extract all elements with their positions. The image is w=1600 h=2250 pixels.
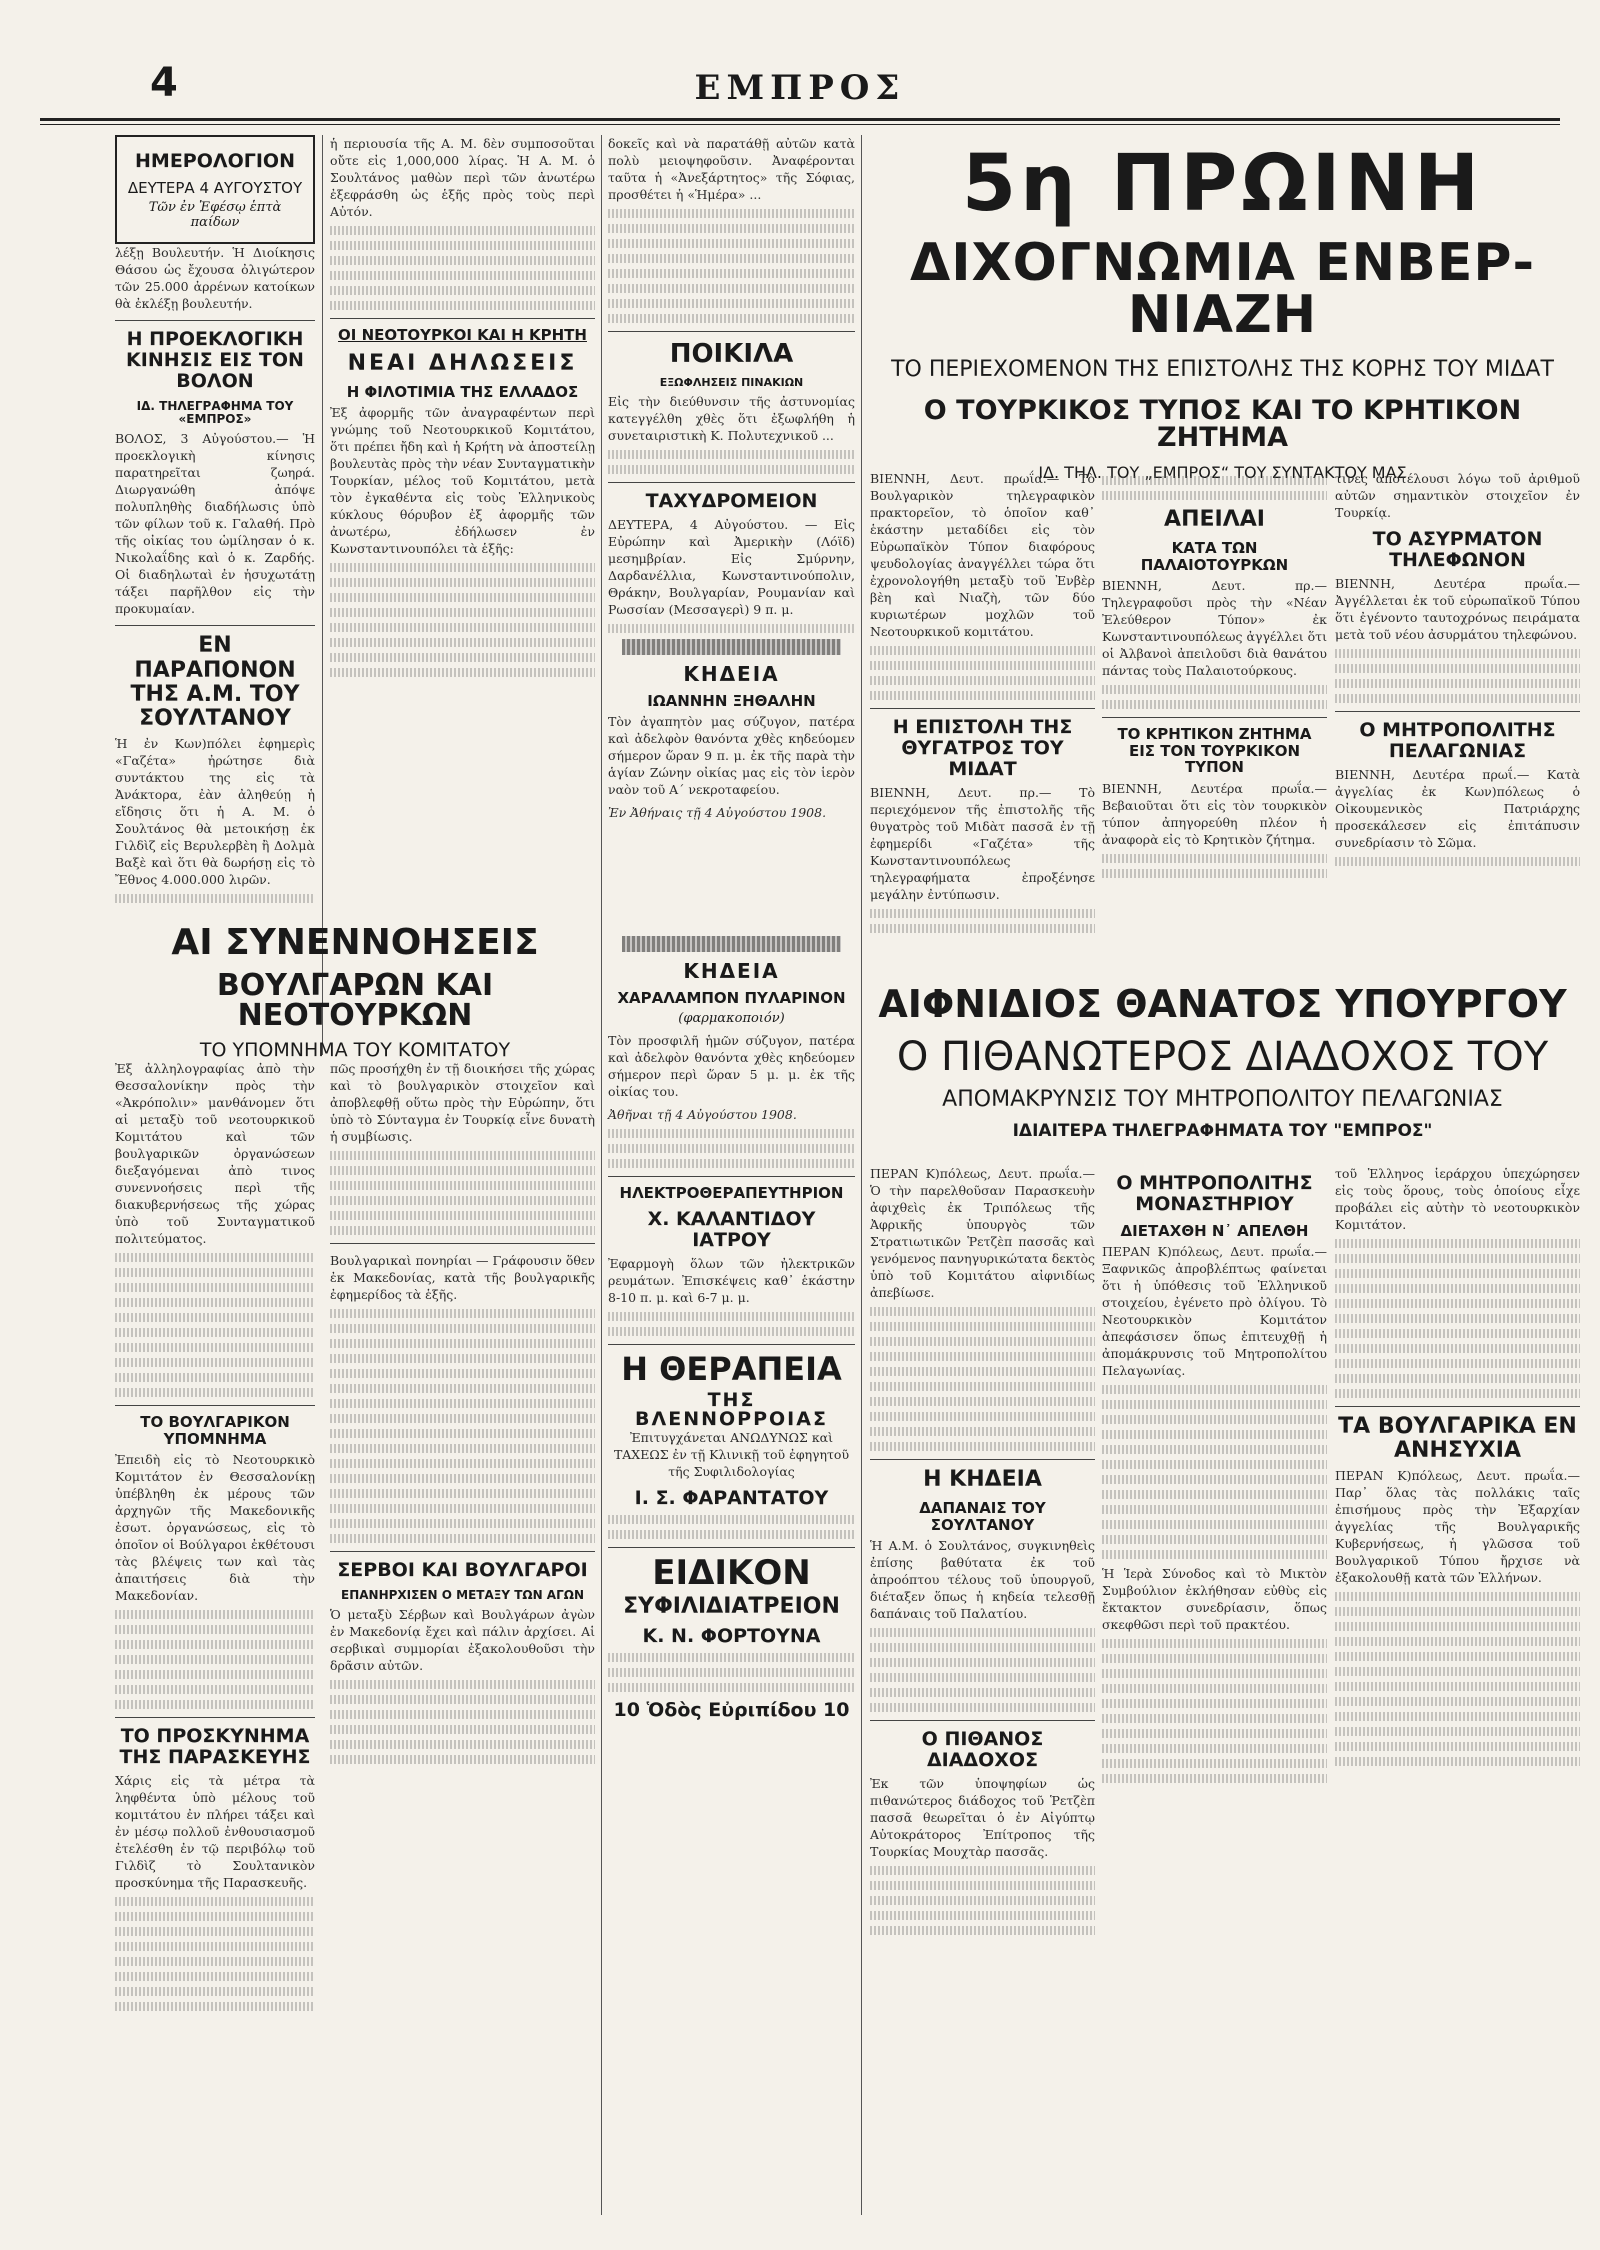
lead-deck-1: ΤΟ ΠΕΡΙΕΧΟΜΕΝΟΝ ΤΗΣ ΕΠΙΣΤΟΛΗΣ ΤΗΣ ΚΟΡΗΣ ΤΟΥ ΜΙΔΑΤ xyxy=(891,357,1554,382)
clinic-title: ΕΙΔΙΚΟΝ xyxy=(652,1552,811,1593)
masthead xyxy=(40,60,1560,130)
sultan-funeral-title: Η ΚΗΔΕΙΑ xyxy=(923,1467,1042,1492)
misc-title: ΠΟΙΚΙΛΑ xyxy=(669,339,794,369)
metro-text: ΒΙΕΝΝΗ, Δευτέρα πρωΐ.— Κατὰ ἀγγελίας ἐκ Κων)πόλεως ὁ Οἰκουμενικὸς Πατριάρχης προσεκάλεσεν εἰς ἐπιτάπυσιν συνεδρίασιν τὸ Σῶμα. xyxy=(1335,766,1580,850)
death-banner-4: ΙΔΙΑΙΤΕΡΑ ΤΗΛΕΓΡΑΦΗΜΑΤΑ ΤΟΥ "ΕΜΠΡΟΣ" xyxy=(1012,1121,1433,1141)
clinic-address: 10 Ὁδὸς Εὐριπίδου 10 xyxy=(613,1698,850,1721)
column-2 xyxy=(330,135,595,925)
banner-line-3: ΤΟ ΥΠΟΜΝΗΜΑ ΤΟΥ ΚΟΜΙΤΑΤΟΥ xyxy=(199,1039,511,1061)
electro-text: Ἐφαρμογὴ ὅλων τῶν ἠλεκτρικῶν ρευμάτων. Ἐπισκέψεις καθ᾽ ἑκάστην 8-10 π. μ. καὶ 6-7 μ. μ. xyxy=(608,1255,855,1305)
col4f-text: τοῦ Ἑλληνος ἱεράρχου ὑπεχώρησεν εἰς τοὺς ὅρους, τοὺς ὁποίους εἶχε προβάλει εἰς αὐτὴν τὸ νεοτουρκικὸν Κομιτάτον. xyxy=(1335,1166,1580,1232)
calendar-note: Τῶν ἐν Ἐφέσῳ ἑπτὰ παίδων xyxy=(148,200,282,231)
funeral2-date: Ἀθῆναι τῇ 4 Αὐγούστου 1908. xyxy=(608,1106,797,1122)
misc-sub: ΕΞΩΦΛΗΣΕΙΣ ΠΙΝΑΚΙΩΝ xyxy=(659,375,804,389)
monastir-text: ΠΕΡΑΝ Κ)πόλεως, Δευτ. πρωΐα.— Ξαφνικῶς ἀπροβλέπτως φαίνεται ὅτι ἡ ὑπόθεσις τοῦ Ἑλληνικοῦ στοιχείου, ἐγένετο πρὸ ὀλίγου. Τὸ Νεοτουρκικὸν Κομιτάτον ἀπεφάσισεν ὅπως ἐπιτευχθῇ ἡ ἀπομάκρυνσις τοῦ Μητροπολίτου Πελαγωνίας. xyxy=(1102,1244,1327,1379)
pilgrim-title: ΤΟ ΠΡΟΣΚΥΝΗΜΑ ΤΗΣ ΠΑΡΑΣΚΕΥΗΣ xyxy=(119,1725,311,1768)
electro-name: Χ. ΚΑΛΑΝΤΙΔΟΥ ΙΑΤΡΟΥ xyxy=(647,1208,816,1251)
therapy-doctor: Ι. Σ. ΦΑΡΑΝΤΑΤΟΥ xyxy=(634,1486,829,1509)
col4c-text: τινες ἀποτέλουσι λόγω τοῦ ἀριθμοῦ αὐτῶν σημαντικὸν στοιχεῖον ἐν Τουρκίᾳ. xyxy=(1335,471,1580,520)
youngturks-title: ΟΙ ΝΕΟΤΟΥΡΚΟΙ ΚΑΙ Η ΚΡΗΤΗ xyxy=(338,326,587,344)
column-divider xyxy=(601,135,602,2215)
col4a-text: ΒΙΕΝΝΗ, Δευτ. πρωΐα.— Τὸ Βουλγαρικὸν τηλεγραφικὸν πρακτορεῖον, τὸ ὁποῖον καθ᾽ ἑκάστην μεταδίδει εἰς τὸν Εὐρωπαϊκὸν Τύπον διαφόρους ψευδολογίας ἀναγγέλλει τώρα ὅτι ἐχρονολογήθη μεταξὺ τοῦ Ἐνβὲρ βὲη καὶ Νιαζὴ, τῶν δύο κυριωτέρων μοχλῶν τοῦ Νεοτουρκικοῦ κομιτάτου. xyxy=(870,471,1095,639)
campaign-sub: ΙΔ. ΤΗΛΕΓΡΑΦΗΜΑ ΤΟΥ «ΕΜΠΡΟΣ» xyxy=(136,399,294,427)
therapy-title: Η ΘΕΡΑΠΕΙΑ xyxy=(621,1349,842,1388)
greece-text: Ἐξ ἀφορμῆς τῶν ἀναγραφέντων περὶ γνώμης τοῦ Νεοτουρκικοῦ Κομιτάτου, ὅτι πρέπει ἤδη καὶ ἡ Κρήτη νὰ ἀποστείλῃ βουλευτὰς πρὸς τὴν νέαν Συνταγματικὴν Τουρκίαν, μέλος τοῦ Κομιτάτου, μετὰ τὸν ἐγκαθέντα εἰς τοὺς Ἑλληνικοὺς κύκλους θόρυβον ἐξ ἀφορμῆς τῶν ἀνωτέρω, ἐδήλωσεν ἐν Κωνσταντινουπόλει τὰ ἑξῆς: xyxy=(330,405,595,557)
serbs-text: Ὁ μεταξὺ Σέρβων καὶ Βουλγάρων ἀγὼν ἐν Μακεδονίᾳ ἔχει καὶ πάλιν ἀρχίσει. Αἱ σερβικαὶ συμμορίαι ἐξακολουθοῦσι τὴν δρᾶσιν αὐτῶν. xyxy=(330,1607,595,1674)
metro-title: Ο ΜΗΤΡΟΠΟΛΙΤΗΣ ΠΕΛΑΓΩΝΙΑΣ xyxy=(1359,718,1556,762)
clinic-sub: ΣΥΦΙΛΙΔΙΑΤΡΕΙΟΝ xyxy=(623,1593,840,1619)
serbs-title: ΣΕΡΒΟΙ ΚΑΙ ΒΟΥΛΓΑΡΟΙ xyxy=(337,1559,588,1581)
campaign-title: Η ΠΡΟΕΚΛΟΓΙΚΗ ΚΙΝΗΣΙΣ ΕΙΣ ΤΟΝ ΒΟΛΟΝ xyxy=(126,328,304,393)
memo-title: ΤΟ ΒΟΥΛΓΑΡΙΚΟΝ ΥΠΟΜΝΗΜΑ xyxy=(140,1413,290,1448)
greece-title: Η ΦΙΛΟΤΙΜΙΑ ΤΗΣ ΕΛΛΑΔΟΣ xyxy=(346,382,579,401)
monastir-title: Ο ΜΗΤΡΟΠΟΛΙΤΗΣ ΜΟΝΑΣΤΗΡΙΟΥ xyxy=(1116,1172,1313,1215)
masthead-rule xyxy=(40,118,1560,121)
monastir-text-2: Ἡ Ἱερὰ Σύνοδος καὶ τὸ Μικτὸν Συμβούλιον ἐκλήθησαν εὐθὺς εἰς ἔκτακτον συνεδρίασιν, ὅπως σκεφθῶσι περὶ τοῦ πρακτέου. xyxy=(1102,1566,1327,1633)
campaign-text: ΒΟΛΟΣ, 3 Αὐγούστου.— Ἡ προεκλογικὴ κίνησις παρατηρεῖται ζωηρά. Διωργανώθη ἀπόψε πολυπληθὴς διαδήλωσις ὑπὸ τῶν φίλων τοῦ κ. Γαλαθή. Πρὸ τῆς οἰκίας του ὡμίλησαν ὁ κ. Νικολαΐδης καὶ ὁ κ. Ζαρδής. Οἱ διαδηλωταὶ ἐν ἡσυχωτάτῃ τάξει παρῆλθον εἰς τὴν προκυμαίαν. xyxy=(115,431,315,617)
bulgarians-banner xyxy=(115,922,595,1061)
funeral-title: ΚΗΔΕΙΑ xyxy=(683,661,780,686)
wireless-text: ΒΙΕΝΝΗ, Δευτέρα πρωΐα.— Ἀγγέλλεται ἐκ τοῦ εὐρωπαϊκοῦ Τύπου ὅτι ἐγένοντο ταυτοχρόνως πειράματα μετὰ τοῦ νέου ἀσυρμάτου τηλεφώνου. xyxy=(1335,575,1580,642)
sultan-text: Ἡ ἐν Κων)πόλει ἐφημερὶς «Γαζέτα» ἠρώτησε διὰ συντάκτου της εἰς τὰ Ἀνάκτορα, ἐὰν ἀληθεύῃ ἡ εἴδησις ὅτι ἡ Α. Μ. ὁ Σουλτάνος θὰ μετοικήσῃ ἐκ Γιλδὶζ εἰς Βερυλερβὲη ἢ Δολμὰ Βαξὲ καὶ ὅτι θὰ δωρήσῃ εἰς τὸ Ἔθνος 4.000.000 λιρῶν. xyxy=(115,736,315,888)
col4-a xyxy=(870,470,1095,970)
funeral2-title: ΚΗΔΕΙΑ xyxy=(683,959,780,983)
youngturks-sub: ΝΕΑΙ ΔΗΛΩΣΕΙΣ xyxy=(347,350,578,376)
col4-e xyxy=(1102,1165,1327,2215)
masthead-rule-thin xyxy=(40,124,1560,125)
cretan-title: ΤΟ ΚΡΗΤΙΚΟΝ ΖΗΤΗΜΑ ΕΙΣ ΤΟΝ ΤΟΥΡΚΙΚΟΝ ΤΥΠΟΝ xyxy=(1117,725,1312,777)
calendar-text: λέξῃ Βουλευτήν. Ἡ Διοίκησις Θάσου ὡς ἔχουσα ὀλιγώτερον τῶν 25.000 ἀρρένων κατοίκων θὰ ἐκλέξῃ βουλευτήν. xyxy=(115,245,315,312)
calendar-date: ΔΕΥΤΕΡΑ 4 ΑΥΓΟΥΣΤΟΥ xyxy=(127,178,303,197)
column-3 xyxy=(608,135,855,925)
bulg-text-c: Βουλγαρικαὶ πονηρίαι — Γράφουσιν ὅθεν ἐκ Μακεδονίας, κατὰ τῆς βουλγαρικῆς ἐφημερίδος τὰ ἑξῆς. xyxy=(330,1253,595,1302)
lead-headline: ΔΙΧΟΓΝΩΜΙΑ ΕΝΒΕΡ-ΝΙΑΖΗ xyxy=(909,233,1536,345)
threats-sub: ΚΑΤΑ ΤΩΝ ΠΑΛΑΙΟΤΟΥΡΚΩΝ xyxy=(1140,539,1289,574)
col4-c xyxy=(1335,470,1580,970)
calendar-box xyxy=(115,135,315,244)
clinic-doctor: Κ. Ν. ΦΟΡΤΟΥΝΑ xyxy=(642,1624,821,1647)
monastir-sub: ΔΙΕΤΑΧΘΗ Ν᾽ ΑΠΕΛΘΗ xyxy=(1120,1221,1309,1240)
post-text: ΔΕΥΤΕΡΑ, 4 Αὐγούστου. — Εἰς Εὐρώπην καὶ Ἀμερικὴν (Λόϊδ) μεσημβρίαν. Εἰς Σμύρνην, Δαρδανέλλια, Κωνσταντινούπολιν, Θράκην, Βουλγαρίαν, Ρουμανίαν καὶ Ρωσσίαν (Μεσσαγερὶ) 9 π. μ. xyxy=(608,516,855,617)
wireless-title: ΤΟ ΑΣΥΡΜΑΤΟΝ ΤΗΛΕΦΩΝΟΝ xyxy=(1372,528,1543,571)
pilgrim-text: Χάρις εἰς τὰ μέτρα τὰ ληφθέντα ὑπὸ μέλους τοῦ κομιτάτου ἐν πλήρει τάξει καὶ ἐν μέσῳ πολλοῦ ἐνθουσιασμοῦ ἐτελέσθη ἐν τῷ περιβόλῳ τοῦ Γιλδὶζ τὸ Σουλτανικὸν προσκύνημα τῆς Παρασκευῆς. xyxy=(115,1772,315,1890)
funeral2-sub: (φαρμακοποιόν) xyxy=(678,1010,785,1026)
electro-title: ΗΛΕΚΤΡΟΘΕΡΑΠΕΥΤΗΡΙΟΝ xyxy=(619,1183,844,1202)
threats-text: ΒΙΕΝΝΗ, Δευτ. πρ.— Τηλεγραφοῦσι πρὸς τὴν «Νέαν Ἐλεύθερον Τύπον» ἐκ Κωνσταντινουπόλεως ἀγγέλλει ὅτι οἱ Ἀλβανοὶ ἀπειλοῦσι διὰ θανάτου πάντας τοὺς Παλαιοτούρκους. xyxy=(1102,578,1327,679)
page-number: 4 xyxy=(150,60,178,106)
col4-f xyxy=(1335,1165,1580,2215)
col4-b xyxy=(1102,470,1327,970)
col4-d xyxy=(870,1165,1095,2215)
col2-top-text: ἡ περιουσία τῆς Α. Μ. δὲν συμποσοῦται οὔτε εἰς 1,000,000 λίρας. Ἡ Α. Μ. ὁ Σουλτάνος μαθὼν περὶ τῶν ἀνωτέρω ἐξεφράσθη ὡς ἑξῆς πρὸς τοὺς περὶ Αὐτόν. xyxy=(330,136,595,219)
therapy-text: Ἐπιτυγχάνεται ΑΝΩΔΥΝΩΣ καὶ ΤΑΧΕΩΣ ἐν τῇ Κλινικῇ τοῦ ἐφηγητοῦ τῆς Συφιλιδολογίας xyxy=(613,1429,850,1479)
cretan-text: ΒΙΕΝΝΗ, Δευτέρα πρωΐα.— Βεβαιοῦται ὅτι εἰς τὸν τουρκικὸν τύπον ἀπηγορεύθη πλέον ἡ ἀναφορὰ εἰς τὸ Κρητικὸν ζήτημα. xyxy=(1102,780,1327,847)
letter-title: Η ΕΠΙΣΤΟΛΗ ΤΗΣ ΘΥΓΑΤΡΟΣ ΤΟΥ ΜΙΔΑΤ xyxy=(892,716,1073,780)
bulg-text-a: Ἐξ ἀλληλογραφίας ἀπὸ τὴν Θεσσαλονίκην πρὸς τὴν «Ἀκρόπολιν» μανθάνομεν ὅτι αἱ μεταξὺ τοῦ νεοτουρκικοῦ Κομιτάτου καὶ τῶν βουλγαρικῶν ὀργανώσεων διεξαγόμεναι ἀπὸ τινος συνεννοήσεις περὶ τῆς διακυβερνήσεως τῆς χώρας ὑπὸ τοῦ Συνταγματικοῦ πολιτεύματος. xyxy=(115,1061,315,1246)
therapy-sub: ΤΗΣ ΒΛΕΝΝΟΡΡΟΙΑΣ xyxy=(635,1388,828,1430)
funeral2-text: Τὸν προσφιλῆ ἡμῶν σύζυγον, πατέρα καὶ ἀδελφὸν θανόντα χθὲς κηδεύομεν σήμερον περὶ ὥραν 5 μ. μ. ἐκ τῆς οἰκίας του. xyxy=(608,1032,855,1099)
funeral2-name: ΧΑΡΑΛΑΜΠΟΝ ΠΥΛΑΡΙΝΟΝ xyxy=(617,989,846,1007)
column-divider xyxy=(322,135,323,1055)
sultan-funeral-text: Ἡ Α.Μ. ὁ Σουλτάνος, συγκινηθεὶς ἐπίσης βαθύτατα ἐκ τοῦ ἀπροόπτου τέλους τοῦ ὑπουργοῦ, διέταξεν ὅπως ἡ κηδεία τελεσθῇ δαπάναις τοῦ Παλατίου. xyxy=(870,1538,1095,1622)
banner-line-1: ΑΙ ΣΥΝΕΝΝΟΗΣΕΙΣ xyxy=(171,922,539,963)
bulg-text-b: πῶς προσήχθη ἐν τῇ διοικήσει τῆς χώρας καὶ τὸ βουλγαρικὸν στοιχεῖον καὶ ἀποβλεφθῇ οὕτω πρὸς τὴν Εὐρώπην, ὅτι ὑπὸ τὸ Σύνταγμα ἐν Τουρκίᾳ εἶνε δυνατὴ ἡ συμβίωσις. xyxy=(330,1061,595,1144)
column-3-bottom xyxy=(608,930,855,2220)
funeral-date: Ἐν Ἀθήναις τῇ 4 Αὐγούστου 1908. xyxy=(608,805,827,821)
lead-deck-2: Ο ΤΟΥΡΚΙΚΟΣ ΤΥΠΟΣ ΚΑΙ ΤΟ ΚΡΗΤΙΚΟΝ ΖΗΤΗΜΑ xyxy=(923,395,1522,453)
sultan-funeral-sub: ΔΑΠΑΝΑΙΣ ΤΟΥ ΣΟΥΛΤΑΝΟΥ xyxy=(919,1499,1046,1534)
column-divider xyxy=(861,135,862,2215)
column-1-bottom xyxy=(115,1060,315,2210)
sultan-title: ΕΝ ΠΑΡΑΠΟΝΟΝ ΤΗΣ Α.Μ. ΤΟΥ ΣΟΥΛΤΑΝΟΥ xyxy=(130,633,300,731)
lead-story-header xyxy=(865,135,1580,482)
newspaper-title: ΕΜΠΡΟΣ xyxy=(694,68,906,108)
death-banner-2: Ο ΠΙΘΑΝΩΤΕΡΟΣ ΔΙΑΔΟΧΟΣ ΤΟΥ xyxy=(896,1034,1549,1080)
column-1 xyxy=(115,135,315,925)
successor-text: Ἐκ τῶν ὑποψηφίων ὡς πιθανώτερος διάδοχος τοῦ Ῥετζὲπ πασσᾶ θεωρεῖται ὁ ἐν Αἰγύπτῳ Αὐτοκράτορος Ἐπίτροπος τῆς Τουρκίας Μουχτὰρ πασσᾶς. xyxy=(870,1775,1095,1859)
banner-line-2: ΒΟΥΛΓΑΡΩΝ ΚΑΙ ΝΕΟΤΟΥΡΚΩΝ xyxy=(216,968,494,1033)
lead-byline: ΙΔ. ΤΗΛ. ΤΟΥ „ΕΜΠΡΟΣ“ ΤΟΥ ΣΥΝΤΑΚΤΟΥ ΜΑΣ xyxy=(1038,463,1407,482)
threats-title: ΑΠΕΙΛΑΙ xyxy=(1164,507,1265,532)
funeral-name: ΙΩΑΝΝΗΝ ΞΗΘΑΛΗΝ xyxy=(647,691,816,710)
funeral-text: Τὸν ἀγαπητὸν μας σύζυγον, πατέρα καὶ ἀδελφὸν θανόντα χθὲς κηδεύομεν σήμερον ὥραν 9 π. μ. ἐκ τῆς παρὰ τὴν ἁγίαν Ζώνην οἰκίας μας εἰς τὸν ἱερὸν ναὸν τοῦ Α΄ νεκροταφείου. xyxy=(608,714,855,798)
post-title: ΤΑΧΥΔΡΟΜΕΙΟΝ xyxy=(645,489,818,512)
misc-text: Εἰς τὴν διεύθυνσιν τῆς ἀστυνομίας κατεγγέλθη χθὲς ὅτι ἐξωφλήθη ἡ συνεταιριστικὴ Κ. Πολυτεχνικοῦ ... xyxy=(608,393,855,443)
death-banner-1: ΑΙΦΝΙΔΙΟΣ ΘΑΝΑΤΟΣ ΥΠΟΥΡΓΟΥ xyxy=(878,982,1567,1026)
column-2-bottom xyxy=(330,1060,595,2210)
serbs-sub: ΕΠΑΝΗΡΧΙΣΕΝ Ο ΜΕΤΑΞΥ ΤΩΝ ΑΓΩΝ xyxy=(341,1587,584,1602)
bulgarian-unrest-text: ΠΕΡΑΝ Κ)πόλεως, Δευτ. πρωΐα.— Παρ᾽ ὅλας τὰς πολλάκις ταῖς ἐπισήμους πρὸς τὴν Ἐξαρχίαν ἀγγελίας τῆς Βουλγαρικῆς Κυβερνήσεως, ἡ γλῶσσα τοῦ Βουλγαρικοῦ Τύπου ἤρχισε νὰ ἐξακολουθῇ κατὰ τῶν Ἑλλήνων. xyxy=(1335,1468,1580,1586)
minister-death-banner xyxy=(865,982,1580,1155)
memo-text: Ἐπειδὴ εἰς τὸ Νεοτουρκικὸ Κομιτάτον ἐν Θεσσαλονίκῃ ὑπέβληθη ἐκ μέρους τῶν ἀρχηγῶν τῆς Μακεδονικῆς ἐσωτ. ὀργανώσεως, εἰς τὸ ὁποῖον οἱ Βούλγαροι ἐκθέτουσι τὰς βλέψεις των καὶ τὰς ἀπαιτήσεις διὰ τὴν Μακεδονίαν. xyxy=(115,1452,315,1603)
bulgarian-unrest-title: ΤΑ ΒΟΥΛΓΑΡΙΚΑ ΕΝ ΑΝΗΣΥΧΙΑ xyxy=(1338,1414,1577,1464)
successor-title: Ο ΠΙΘΑΝΟΣ ΔΙΑΔΟΧΟΣ xyxy=(921,1728,1044,1772)
letter-text: ΒΙΕΝΝΗ, Δευτ. πρ.— Τὸ περιεχόμενον τῆς ἐπιστολῆς τῆς θυγατρὸς τοῦ Μιδὰτ πασσᾶ ἐν τῇ ἐφημερίδι «Γαζέτα» τῆς Κωνσταντινουπόλεως τηλεγραφήματα ἐπροξένησε μεγάλην ἐντύπωσιν. xyxy=(870,784,1095,902)
col4d-text: ΠΕΡΑΝ Κ)πόλεως, Δευτ. πρωΐα.— Ὁ τὴν παρελθοῦσαν Παρασκευὴν ἀφιχθεὶς ἐκ Τριπόλεως τῆς Ἀφρικῆς ὑπουργὸς τῶν Στρατιωτικῶν Ῥετζὲπ πασσᾶς καὶ γενόμενος πανηγυρικώτατα δεκτὸς ὑπὸ τοῦ Κομιτάτου αἰφνιδίως ἀπεβίωσε. xyxy=(870,1166,1095,1300)
lead-kicker: 5η ΠΡΩΙΝΗ xyxy=(961,139,1484,229)
death-banner-3: ΑΠΟΜΑΚΡΥΝΣΙΣ ΤΟΥ ΜΗΤΡΟΠΟΛΙΤΟΥ ΠΕΛΑΓΩΝΙΑΣ xyxy=(942,1087,1503,1112)
col3-top-text: δοκεῖς καὶ νὰ παρατάθῇ αὐτῶν κατὰ πολὺ μειοψηφοῦσιν. Ἀναφέρονται ταῦτα ἡ «Ἀνεξάρτητος» τῆς Σόφιας, προσθέτει ἡ «Ἡμέρα» ... xyxy=(608,136,855,202)
calendar-title: ΗΜΕΡΟΛΟΓΙΟΝ xyxy=(135,150,295,172)
